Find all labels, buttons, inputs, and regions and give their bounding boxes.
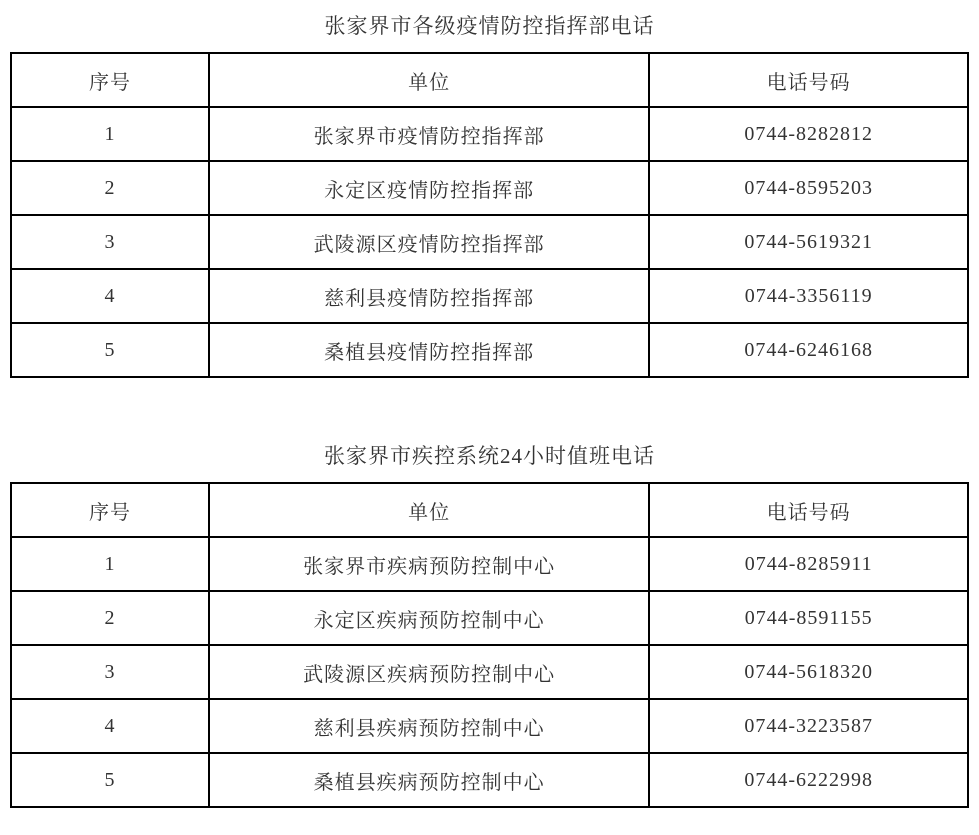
cell-index: 2 — [11, 161, 209, 215]
cell-phone: 0744-5619321 — [649, 215, 968, 269]
cell-unit: 慈利县疾病预防控制中心 — [209, 699, 649, 753]
cell-unit: 永定区疾病预防控制中心 — [209, 591, 649, 645]
column-header-index: 序号 — [11, 53, 209, 107]
table-row — [11, 591, 968, 645]
column-header-unit: 单位 — [209, 483, 649, 537]
cell-unit: 慈利县疫情防控指挥部 — [209, 269, 649, 323]
cell-index: 5 — [11, 323, 209, 377]
cell-unit: 武陵源区疫情防控指挥部 — [209, 215, 649, 269]
headquarters-phone-section — [10, 12, 969, 378]
cell-index: 2 — [11, 591, 209, 645]
cell-index: 4 — [11, 269, 209, 323]
table-row — [11, 161, 968, 215]
table-row — [11, 107, 968, 161]
cell-phone: 0744-3356119 — [649, 269, 968, 323]
cell-index: 1 — [11, 537, 209, 591]
table-row — [11, 537, 968, 591]
cell-unit: 桑植县疫情防控指挥部 — [209, 323, 649, 377]
table-row — [11, 323, 968, 377]
headquarters-table-title: 张家界市各级疫情防控指挥部电话 — [324, 14, 655, 38]
cell-unit: 武陵源区疾病预防控制中心 — [209, 645, 649, 699]
cell-phone: 0744-5618320 — [649, 645, 968, 699]
column-header-phone: 电话号码 — [649, 483, 968, 537]
cell-index: 3 — [11, 215, 209, 269]
cell-phone: 0744-8595203 — [649, 161, 968, 215]
cell-unit: 永定区疫情防控指挥部 — [209, 161, 649, 215]
table-header-row — [11, 53, 968, 107]
cell-index: 4 — [11, 699, 209, 753]
table-row — [11, 645, 968, 699]
cdc-duty-phone-section — [10, 442, 969, 808]
cell-index: 3 — [11, 645, 209, 699]
cell-phone: 0744-6222998 — [649, 753, 968, 807]
table-row — [11, 269, 968, 323]
cell-index: 1 — [11, 107, 209, 161]
cell-unit: 桑植县疾病预防控制中心 — [209, 753, 649, 807]
table-row — [11, 699, 968, 753]
column-header-unit: 单位 — [209, 53, 649, 107]
cdc-duty-phone-table — [10, 482, 969, 808]
column-header-phone: 电话号码 — [649, 53, 968, 107]
cdc-duty-table-title: 张家界市疾控系统24小时值班电话 — [324, 444, 655, 468]
cell-phone: 0744-6246168 — [649, 323, 968, 377]
table-row — [11, 753, 968, 807]
table-row — [11, 215, 968, 269]
cell-phone: 0744-3223587 — [649, 699, 968, 753]
headquarters-phone-table — [10, 52, 969, 378]
cell-unit: 张家界市疫情防控指挥部 — [209, 107, 649, 161]
cell-unit: 张家界市疾病预防控制中心 — [209, 537, 649, 591]
cell-index: 5 — [11, 753, 209, 807]
cell-phone: 0744-8591155 — [649, 591, 968, 645]
cell-phone: 0744-8282812 — [649, 107, 968, 161]
cell-phone: 0744-8285911 — [649, 537, 968, 591]
table-header-row — [11, 483, 968, 537]
column-header-index: 序号 — [11, 483, 209, 537]
